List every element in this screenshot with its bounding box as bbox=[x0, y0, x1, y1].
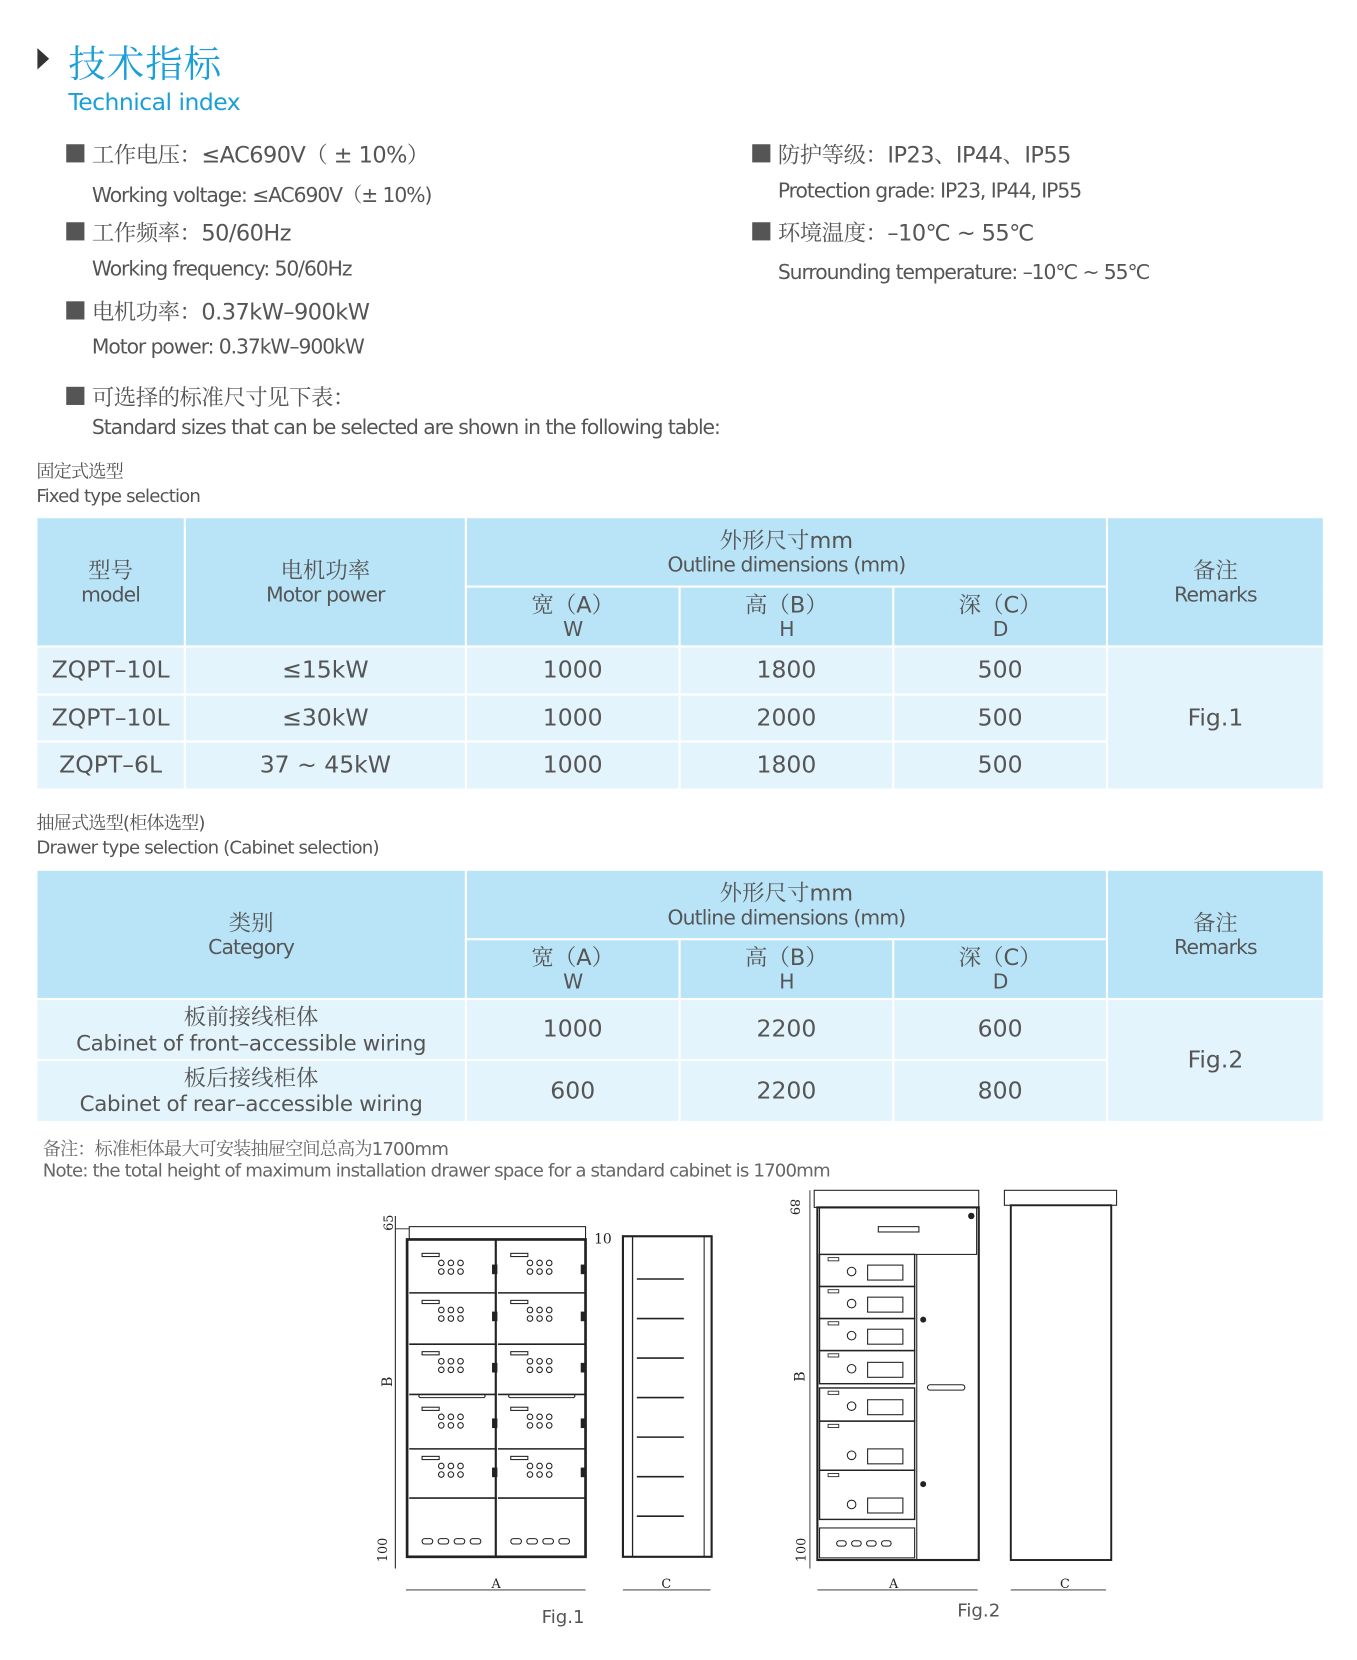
drawer-panel bbox=[498, 1456, 586, 1498]
spec-voltage-zh: 工作电压：≤AC690V（ ± 10%） bbox=[91, 142, 429, 168]
drawer-panel bbox=[409, 1456, 497, 1498]
cell-height: 2000 bbox=[680, 695, 894, 742]
cell-category: 板前接线柜体 Cabinet of front–accessible wiring bbox=[36, 999, 466, 1060]
drawer-panel bbox=[409, 1253, 497, 1293]
bullet-square-icon bbox=[66, 222, 84, 240]
drawer-module bbox=[820, 1388, 915, 1421]
spec-temperature-en: Surrounding temperature: –10℃ ~ 55℃ bbox=[777, 260, 1150, 285]
fig1-dim-top: 65 bbox=[382, 1214, 398, 1231]
table-row bbox=[36, 999, 1324, 1060]
drawer-panel bbox=[409, 1539, 497, 1557]
cell-model: ZQPT–6L bbox=[36, 742, 185, 790]
bullet-square-icon bbox=[66, 144, 84, 162]
cell-category: 板后接线柜体 Cabinet of rear–accessible wiring bbox=[36, 1060, 466, 1122]
header-depth: 深（C） D bbox=[893, 939, 1107, 999]
fig1-dim-b: B bbox=[380, 1376, 397, 1387]
spec-protection-zh: 防护等级：IP23、IP44、IP55 bbox=[777, 142, 1071, 168]
spec-power-en: Motor power: 0.37kW–900kW bbox=[91, 335, 364, 360]
drawer-panel bbox=[498, 1300, 586, 1344]
note-zh: 备注：标准柜体最大可安装抽屉空间总高为1700mm bbox=[42, 1139, 449, 1161]
cell-width: 1000 bbox=[466, 742, 680, 790]
note-en: Note: the total height of maximum installation drawer space for a standard cabinet is 1700mm bbox=[42, 1160, 830, 1182]
header-category: 类别 Category bbox=[36, 870, 466, 999]
drawer-panel bbox=[409, 1300, 497, 1344]
fig2-drawing bbox=[787, 1190, 1117, 1591]
page-title: 技术指标 bbox=[68, 43, 223, 87]
cell-width: 1000 bbox=[466, 646, 680, 694]
drawer-module bbox=[820, 1286, 915, 1318]
drawer-panel bbox=[498, 1253, 586, 1293]
drawer-module bbox=[820, 1470, 915, 1519]
cell-power: 37 ~ 45kW bbox=[185, 742, 466, 790]
header-remarks: 备注 Remarks bbox=[1107, 517, 1324, 646]
drawer-section-title-zh: 抽屉式选型(柜体选型) bbox=[36, 813, 205, 835]
spec-voltage-en: Working voltage: ≤AC690V（± 10%) bbox=[91, 183, 432, 208]
spec-sizes-en: Standard sizes that can be selected are shown in the following table: bbox=[91, 415, 720, 440]
cell-remark: Fig.2 bbox=[1107, 999, 1324, 1122]
fig2-dim-a: A bbox=[888, 1576, 899, 1592]
page-subtitle: Technical index bbox=[68, 89, 241, 117]
cell-power: ≤30kW bbox=[185, 695, 466, 742]
fig2-dim-top: 89 bbox=[786, 1198, 802, 1216]
fig1-dim-c: C bbox=[661, 1576, 672, 1592]
cell-depth: 500 bbox=[893, 695, 1107, 742]
spec-power-zh: 电机功率：0.37kW–900kW bbox=[91, 299, 370, 325]
cell-depth: 800 bbox=[893, 1060, 1107, 1122]
drawer-panel bbox=[498, 1352, 586, 1395]
fixed-section-title-zh: 固定式选型 bbox=[36, 461, 123, 483]
cell-depth: 500 bbox=[893, 646, 1107, 694]
drawer-panel bbox=[409, 1352, 497, 1395]
cell-model: ZQPT–10L bbox=[36, 695, 185, 742]
spec-frequency-zh: 工作频率：50/60Hz bbox=[91, 220, 291, 246]
cell-model: ZQPT–10L bbox=[36, 646, 185, 694]
spec-sizes-zh: 可选择的标准尺寸见下表： bbox=[91, 384, 355, 411]
cell-height: 1800 bbox=[680, 646, 894, 694]
bullet-square-icon bbox=[752, 222, 770, 240]
cell-height: 2200 bbox=[680, 999, 894, 1060]
cell-width: 1000 bbox=[466, 695, 680, 742]
cell-height: 2200 bbox=[680, 1060, 894, 1122]
fig1-dim-bottom: 100 bbox=[375, 1537, 391, 1563]
cabinet-drawings bbox=[0, 1175, 1357, 1659]
header-outline-dimensions: 外形尺寸mm Outline dimensions (mm) bbox=[466, 870, 1107, 939]
cell-width: 1000 bbox=[466, 999, 680, 1060]
fig1-dim-side: 10 bbox=[594, 1231, 612, 1248]
spec-protection-en: Protection grade: IP23, IP44, IP55 bbox=[777, 179, 1082, 204]
table-row bbox=[36, 646, 1324, 694]
fixed-section-title-en: Fixed type selection bbox=[36, 486, 201, 508]
fig1-drawing bbox=[376, 1215, 712, 1592]
cell-width: 600 bbox=[466, 1060, 680, 1122]
fig2-dim-b: B bbox=[792, 1371, 809, 1382]
drawer-section-title-en: Drawer type selection (Cabinet selection) bbox=[36, 837, 379, 860]
header-model: 型号 model bbox=[36, 517, 185, 646]
fixed-type-table bbox=[35, 516, 1325, 791]
cell-depth: 600 bbox=[893, 999, 1107, 1060]
header-width: 宽（A） W bbox=[466, 939, 680, 999]
header-motor-power: 电机功率 Motor power bbox=[185, 517, 466, 646]
section-triangle-icon bbox=[37, 48, 49, 69]
header-remarks: 备注 Remarks bbox=[1107, 870, 1324, 999]
fig1-caption: Fig.1 bbox=[541, 1607, 585, 1629]
spec-temperature-zh: 环境温度：–10℃ ~ 55℃ bbox=[777, 220, 1034, 246]
fig1-dim-a: A bbox=[491, 1576, 501, 1592]
fig2-caption: Fig.2 bbox=[957, 1600, 1001, 1622]
header-height: 高（B） H bbox=[680, 939, 894, 999]
drawer-panel bbox=[498, 1539, 586, 1557]
cell-depth: 500 bbox=[893, 742, 1107, 790]
cell-height: 1800 bbox=[680, 742, 894, 790]
drawer-type-table bbox=[35, 869, 1325, 1123]
drawer-module bbox=[820, 1319, 915, 1351]
drawer-module bbox=[820, 1351, 915, 1384]
header-height: 高（B） H bbox=[680, 587, 894, 647]
drawer-module bbox=[820, 1421, 915, 1470]
drawer-panel bbox=[498, 1407, 586, 1449]
cell-power: ≤15kW bbox=[185, 646, 466, 694]
cell-remark: Fig.1 bbox=[1107, 646, 1324, 789]
fig2-dim-c: C bbox=[1059, 1576, 1070, 1592]
drawer-panel bbox=[409, 1407, 497, 1449]
spec-frequency-en: Working frequency: 50/60Hz bbox=[91, 257, 352, 282]
bullet-square-icon bbox=[66, 301, 84, 319]
header-outline-dimensions: 外形尺寸mm Outline dimensions (mm) bbox=[466, 517, 1107, 586]
drawer-module bbox=[820, 1254, 915, 1286]
fig2-dim-bottom: 100 bbox=[794, 1537, 810, 1563]
header-width: 宽（A） W bbox=[466, 587, 680, 647]
bullet-square-icon bbox=[66, 387, 84, 405]
header-depth: 深（C） D bbox=[893, 587, 1107, 647]
bullet-square-icon bbox=[752, 144, 770, 162]
